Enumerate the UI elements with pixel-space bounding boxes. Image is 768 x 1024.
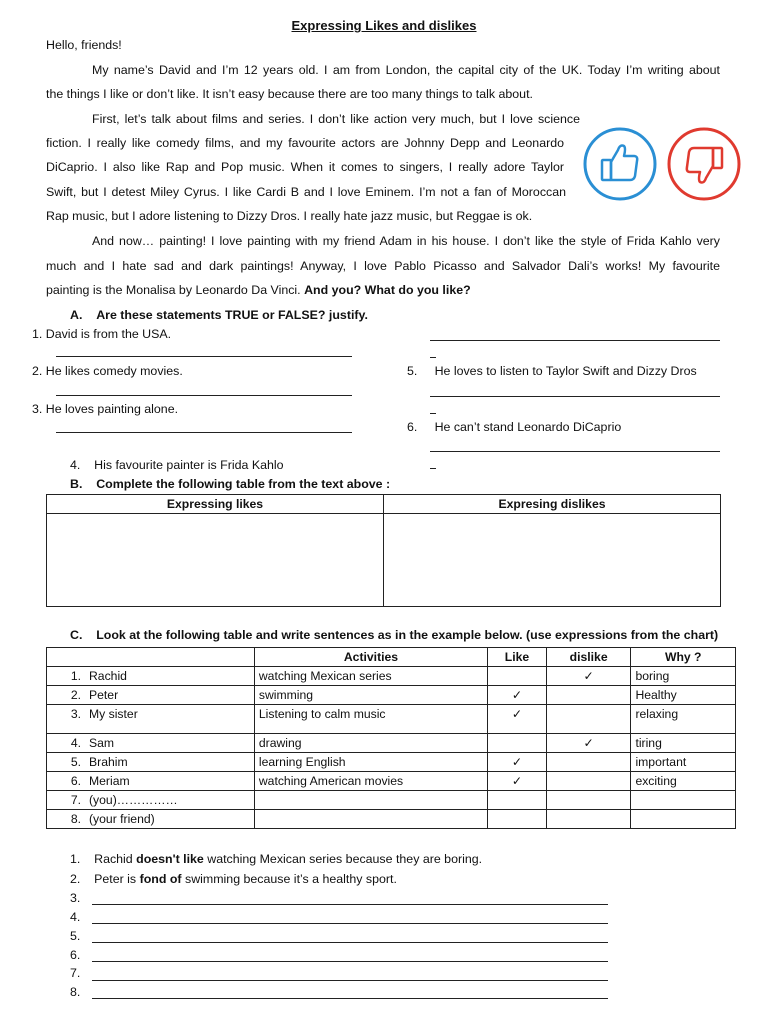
person-name: My sister: [89, 707, 138, 721]
example-sentence-1: [70, 852, 482, 866]
statement-number: 5.: [407, 364, 418, 378]
row-number: 2.: [70, 688, 81, 702]
row-number: 8.: [70, 812, 81, 826]
dislike-cell: ✓: [546, 734, 631, 753]
person-name: Meriam: [89, 774, 130, 788]
sentence-text: swimming because it’s a healthy sport.: [181, 872, 397, 886]
activity-cell: Listening to calm music: [254, 705, 487, 734]
statement-number: 4.: [70, 458, 81, 472]
sentence-line[interactable]: [92, 961, 608, 962]
likes-dislikes-table: [46, 494, 721, 607]
page-title: Expressing Likes and dislikes: [291, 18, 477, 33]
person-name: (your friend): [89, 812, 155, 826]
sentence-text: watching Mexican series because they are boring.: [203, 852, 483, 866]
paragraph-line: [46, 283, 471, 297]
statement-text: He can’t stand Leonardo DiCaprio: [434, 420, 622, 434]
section-heading-text: Look at the following table and write sentences as in the example below. (use expressions from the chart): [96, 628, 719, 642]
sentence-number: 4.: [70, 910, 81, 924]
answer-line-dash: [430, 413, 436, 414]
sentence-expression: doesn't like: [136, 852, 204, 866]
person-cell: [47, 667, 255, 686]
row-number: 6.: [70, 774, 81, 788]
sentence-text: Peter is: [94, 872, 140, 886]
like-cell: ✓: [488, 705, 547, 734]
table-row: [47, 667, 736, 686]
sentence-line[interactable]: [92, 923, 608, 924]
row-number: 5.: [70, 755, 81, 769]
column-header: [47, 648, 255, 667]
sentence-line[interactable]: [92, 980, 608, 981]
paragraph-line: And now… painting! I love painting with my friend Adam in his house. I don’t like the style of Frida Kahlo very: [92, 234, 720, 248]
answer-line[interactable]: [430, 451, 720, 452]
person-cell: [47, 705, 255, 734]
statement-4: [70, 458, 284, 472]
sentence-line[interactable]: [92, 942, 608, 943]
answer-line-dash: [430, 357, 436, 358]
person-cell: [47, 753, 255, 772]
column-header: Activities: [254, 648, 487, 667]
paragraph-line: Rap music, but I adore listening to Dizzy Dros. I really hate jazz music, but Reggae is ok.: [46, 209, 533, 223]
dislikes-cell[interactable]: [384, 514, 721, 607]
why-cell[interactable]: [631, 791, 736, 810]
like-cell[interactable]: [488, 791, 547, 810]
statement-number: 6.: [407, 420, 418, 434]
like-cell[interactable]: [488, 810, 547, 829]
section-letter: C.: [70, 628, 83, 642]
sentence-number: 7.: [70, 966, 81, 980]
why-cell: relaxing: [631, 705, 736, 734]
section-heading-text: Complete the following table from the text above :: [96, 477, 391, 491]
dislike-cell: [546, 772, 631, 791]
answer-line[interactable]: [56, 356, 352, 357]
person-name: Peter: [89, 688, 119, 702]
why-cell: boring: [631, 667, 736, 686]
statement-text: His favourite painter is Frida Kahlo: [94, 458, 284, 472]
activity-cell: drawing: [254, 734, 487, 753]
paragraph-question: And you? What do you like?: [304, 283, 471, 297]
sentence-number: 1.: [70, 852, 81, 866]
table-row: [47, 810, 736, 829]
thumbs-up-icon: [582, 126, 658, 202]
sentence-number: 8.: [70, 985, 81, 999]
like-cell: ✓: [488, 772, 547, 791]
example-sentence-2: [70, 872, 397, 886]
person-cell: [47, 791, 255, 810]
dislike-cell[interactable]: [546, 791, 631, 810]
table-row: [47, 686, 736, 705]
section-letter: A.: [70, 308, 83, 322]
sentence-expression: fond of: [139, 872, 182, 886]
paragraph-line: fiction. I really like comedy films, and my favourite actors are Johnny Depp and Leonardo: [46, 136, 564, 150]
column-header: dislike: [546, 648, 631, 667]
dislike-cell: ✓: [546, 667, 631, 686]
row-number: 7.: [70, 793, 81, 807]
statement-text: He loves to listen to Taylor Swift and Dizzy Dros: [434, 364, 697, 378]
row-number: 1.: [70, 669, 81, 683]
person-cell: [47, 734, 255, 753]
activity-cell: swimming: [254, 686, 487, 705]
like-cell: [488, 734, 547, 753]
answer-line[interactable]: [430, 340, 720, 341]
dislike-cell: [546, 686, 631, 705]
table-row: [47, 753, 736, 772]
table-row: [47, 705, 736, 734]
table-row: [47, 734, 736, 753]
why-cell: exciting: [631, 772, 736, 791]
answer-line-dash: [430, 468, 436, 469]
column-header: Why ?: [631, 648, 736, 667]
sentence-number: 5.: [70, 929, 81, 943]
section-heading-text: Are these statements TRUE or FALSE? justify.: [96, 308, 368, 322]
person-name: Rachid: [89, 669, 127, 683]
activity-cell: learning English: [254, 753, 487, 772]
like-cell: [488, 667, 547, 686]
statement-6: [407, 420, 621, 434]
why-cell: important: [631, 753, 736, 772]
sentence-number: 6.: [70, 948, 81, 962]
answer-line[interactable]: [430, 396, 720, 397]
dislike-cell[interactable]: [546, 810, 631, 829]
paragraph-last-line: painting is the Monalisa by Leonardo Da Vinci.: [46, 283, 301, 297]
column-header: Like: [488, 648, 547, 667]
statement-1: 1. David is from the USA.: [32, 327, 172, 341]
statement-3: 3. He loves painting alone.: [32, 402, 179, 416]
greeting: Hello, friends!: [46, 38, 122, 52]
person-name: Brahim: [89, 755, 128, 769]
paragraph-line: First, let’s talk about films and series. I don’t like action very much, but I love science: [92, 112, 580, 126]
sentence-line[interactable]: [92, 998, 608, 999]
activities-table: [46, 647, 736, 829]
likes-cell[interactable]: [47, 514, 384, 607]
sentence-line[interactable]: [92, 904, 608, 905]
section-c-heading: [70, 628, 718, 642]
table-row: [47, 772, 736, 791]
person-name: (you)……………: [89, 793, 178, 807]
paragraph-line: My name’s David and I’m 12 years old. I am from London, the capital city of the UK. Today I’m writing about: [92, 63, 720, 77]
answer-line[interactable]: [56, 395, 352, 396]
paragraph-line: Swift, but I detest Miley Cyrus. I like Cardi B and I love Eminem. I’m not a fan of Moroccan: [46, 185, 566, 199]
paragraph-line: much and I hate sad and dark paintings! Anyway, I love Pablo Picasso and Salvador Dali’s works! My favourite: [46, 259, 720, 273]
person-cell: [47, 772, 255, 791]
person-name: Sam: [89, 736, 115, 750]
sentence-text: Rachid: [94, 852, 137, 866]
why-cell: Healthy: [631, 686, 736, 705]
statement-2: 2. He likes comedy movies.: [32, 364, 183, 378]
why-cell: tiring: [631, 734, 736, 753]
activity-cell[interactable]: [254, 791, 487, 810]
sentence-number: 3.: [70, 891, 81, 905]
row-number: 3.: [70, 707, 81, 721]
activity-cell[interactable]: [254, 810, 487, 829]
paragraph-line: DiCaprio. I also like Rap and Pop music. When it comes to singers, I really adore Taylor: [46, 160, 564, 174]
dislike-cell: [546, 705, 631, 734]
person-cell: [47, 810, 255, 829]
row-number: 4.: [70, 736, 81, 750]
table-row: [47, 791, 736, 810]
activity-cell: watching American movies: [254, 772, 487, 791]
activity-cell: watching Mexican series: [254, 667, 487, 686]
sentence-number: 2.: [70, 872, 81, 886]
person-cell: [47, 686, 255, 705]
paragraph-line: the things I like or don’t like. It isn’t easy because there are too many things to talk about.: [46, 87, 533, 101]
why-cell[interactable]: [631, 810, 736, 829]
statement-5: [407, 364, 697, 378]
like-cell: ✓: [488, 753, 547, 772]
thumbs-down-icon: [666, 126, 742, 202]
section-a-heading: [70, 308, 368, 322]
like-cell: ✓: [488, 686, 547, 705]
column-header: Expressing likes: [47, 495, 384, 514]
column-header: Expresing dislikes: [384, 495, 721, 514]
dislike-cell: [546, 753, 631, 772]
answer-line[interactable]: [56, 432, 352, 433]
section-letter: B.: [70, 477, 83, 491]
section-b-heading: [70, 477, 390, 491]
